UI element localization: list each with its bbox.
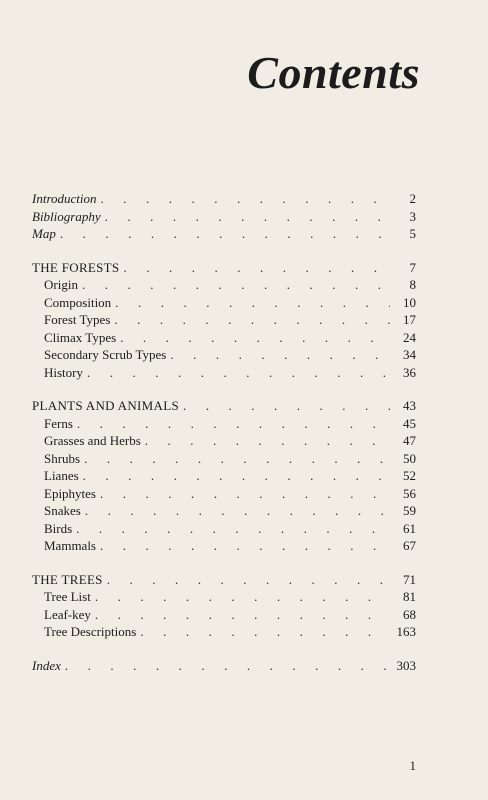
toc-section-front-matter xyxy=(32,190,416,243)
toc-entry-page: 17 xyxy=(403,312,416,327)
toc-entry-label: Map xyxy=(32,226,56,241)
toc-entry-page: 36 xyxy=(403,364,416,380)
toc-entry-page: 52 xyxy=(403,468,416,483)
toc-entry-label: Snakes xyxy=(44,503,81,518)
toc-entry-page: 68 xyxy=(403,606,416,622)
toc-entry-mammals[interactable] xyxy=(32,537,416,555)
toc-section-trees xyxy=(32,571,416,641)
toc-section-index xyxy=(32,657,416,675)
toc-entry-label: Origin xyxy=(44,277,78,292)
toc-heading-page: 7 xyxy=(409,259,416,275)
toc-entry-introduction[interactable] xyxy=(32,190,416,208)
toc-entry-page: 67 xyxy=(403,538,416,553)
toc-entry-label: Secondary Scrub Types xyxy=(44,347,167,362)
toc-entry-page: 47 xyxy=(403,433,416,448)
dot-leader xyxy=(100,537,390,555)
toc-entry-page: 24 xyxy=(403,329,416,345)
toc-entry-label: Mammals xyxy=(44,538,96,553)
toc-entry-index[interactable] xyxy=(32,657,416,675)
toc-entry-page: 303 xyxy=(396,657,416,673)
dot-leader xyxy=(170,346,390,364)
toc-section-plants-animals xyxy=(32,397,416,555)
toc-entry-history[interactable] xyxy=(32,364,416,382)
dot-leader xyxy=(123,259,390,277)
toc-heading-page: 43 xyxy=(403,398,416,413)
dot-leader xyxy=(95,588,390,606)
dot-leader xyxy=(85,502,390,520)
dot-leader xyxy=(65,657,390,675)
toc-entry-page: 3 xyxy=(409,208,416,224)
toc-entry-label: Composition xyxy=(44,294,112,310)
dot-leader xyxy=(100,485,390,503)
toc-entry-label: Index xyxy=(32,657,61,673)
toc-heading-label: PLANTS AND ANIMALS xyxy=(32,398,179,413)
dot-leader xyxy=(76,520,390,538)
toc-entry-birds[interactable] xyxy=(32,520,416,538)
dot-leader xyxy=(140,623,390,641)
toc-entry-tree-list[interactable] xyxy=(32,588,416,606)
dot-leader xyxy=(120,329,390,347)
toc-heading-label: THE TREES xyxy=(32,571,103,587)
toc-entry-page: 56 xyxy=(403,485,416,501)
toc-entry-ferns[interactable] xyxy=(32,415,416,433)
toc-heading-page: 71 xyxy=(403,571,416,587)
toc-entry-page: 45 xyxy=(403,415,416,431)
toc-entry-leaf-key[interactable] xyxy=(32,606,416,624)
toc-entry-shrubs[interactable] xyxy=(32,450,416,468)
dot-leader xyxy=(82,276,390,294)
toc-entry-label: History xyxy=(44,364,83,380)
toc-entry-page: 8 xyxy=(409,277,416,292)
toc-entry-label: Ferns xyxy=(44,415,73,431)
dot-leader xyxy=(77,415,390,433)
dot-leader xyxy=(60,225,390,243)
page-number: 1 xyxy=(409,758,416,773)
toc-heading-plants-animals[interactable] xyxy=(32,397,416,415)
toc-entry-epiphytes[interactable] xyxy=(32,485,416,503)
toc-heading-label: THE FORESTS xyxy=(32,259,120,275)
page-title: Contents xyxy=(247,47,420,98)
toc-entry-label: Bibliography xyxy=(32,208,101,224)
toc-entry-grasses-herbs[interactable] xyxy=(32,432,416,450)
toc-entry-label: Tree Descriptions xyxy=(44,624,137,639)
toc-entry-label: Grasses and Herbs xyxy=(44,433,141,448)
toc-entry-forest-types[interactable] xyxy=(32,311,416,329)
dot-leader xyxy=(101,190,390,208)
toc-entry-page: 10 xyxy=(403,294,416,310)
dot-leader xyxy=(183,397,390,415)
toc-entry-label: Tree List xyxy=(44,589,91,604)
toc-entry-label: Lianes xyxy=(44,468,79,483)
dot-leader xyxy=(114,311,390,329)
toc-entry-page: 61 xyxy=(403,520,416,536)
toc-entry-origin[interactable] xyxy=(32,276,416,294)
toc-entry-snakes[interactable] xyxy=(32,502,416,520)
toc-entry-map[interactable] xyxy=(32,225,416,243)
toc-entry-label: Introduction xyxy=(32,191,97,206)
toc-entry-label: Shrubs xyxy=(44,450,81,466)
toc-entry-label: Birds xyxy=(44,520,73,536)
toc-entry-composition[interactable] xyxy=(32,294,416,312)
toc-entry-label: Forest Types xyxy=(44,312,111,327)
toc-entry-page: 5 xyxy=(409,226,416,241)
toc-entry-page: 50 xyxy=(403,450,416,466)
toc-entry-label: Climax Types xyxy=(44,329,117,345)
dot-leader xyxy=(107,571,390,589)
toc-entry-label: Epiphytes xyxy=(44,485,96,501)
toc-entry-page: 2 xyxy=(409,191,416,206)
toc-entry-label: Leaf-key xyxy=(44,606,91,622)
toc-entry-bibliography[interactable] xyxy=(32,208,416,226)
dot-leader xyxy=(87,364,390,382)
toc-entry-page: 81 xyxy=(403,589,416,604)
dot-leader xyxy=(84,450,390,468)
toc-entry-secondary-scrub-types[interactable] xyxy=(32,346,416,364)
toc-heading-trees[interactable] xyxy=(32,571,416,589)
toc-entry-tree-descriptions[interactable] xyxy=(32,623,416,641)
toc-section-forests xyxy=(32,259,416,382)
dot-leader xyxy=(83,467,390,485)
dot-leader xyxy=(145,432,390,450)
toc-heading-forests[interactable] xyxy=(32,259,416,277)
toc-entry-climax-types[interactable] xyxy=(32,329,416,347)
table-of-contents xyxy=(32,190,416,690)
dot-leader xyxy=(95,606,390,624)
dot-leader xyxy=(115,294,390,312)
toc-entry-page: 163 xyxy=(396,624,416,639)
toc-entry-lianes[interactable] xyxy=(32,467,416,485)
toc-entry-page: 34 xyxy=(403,347,416,362)
toc-entry-page: 59 xyxy=(403,503,416,518)
dot-leader xyxy=(105,208,390,226)
